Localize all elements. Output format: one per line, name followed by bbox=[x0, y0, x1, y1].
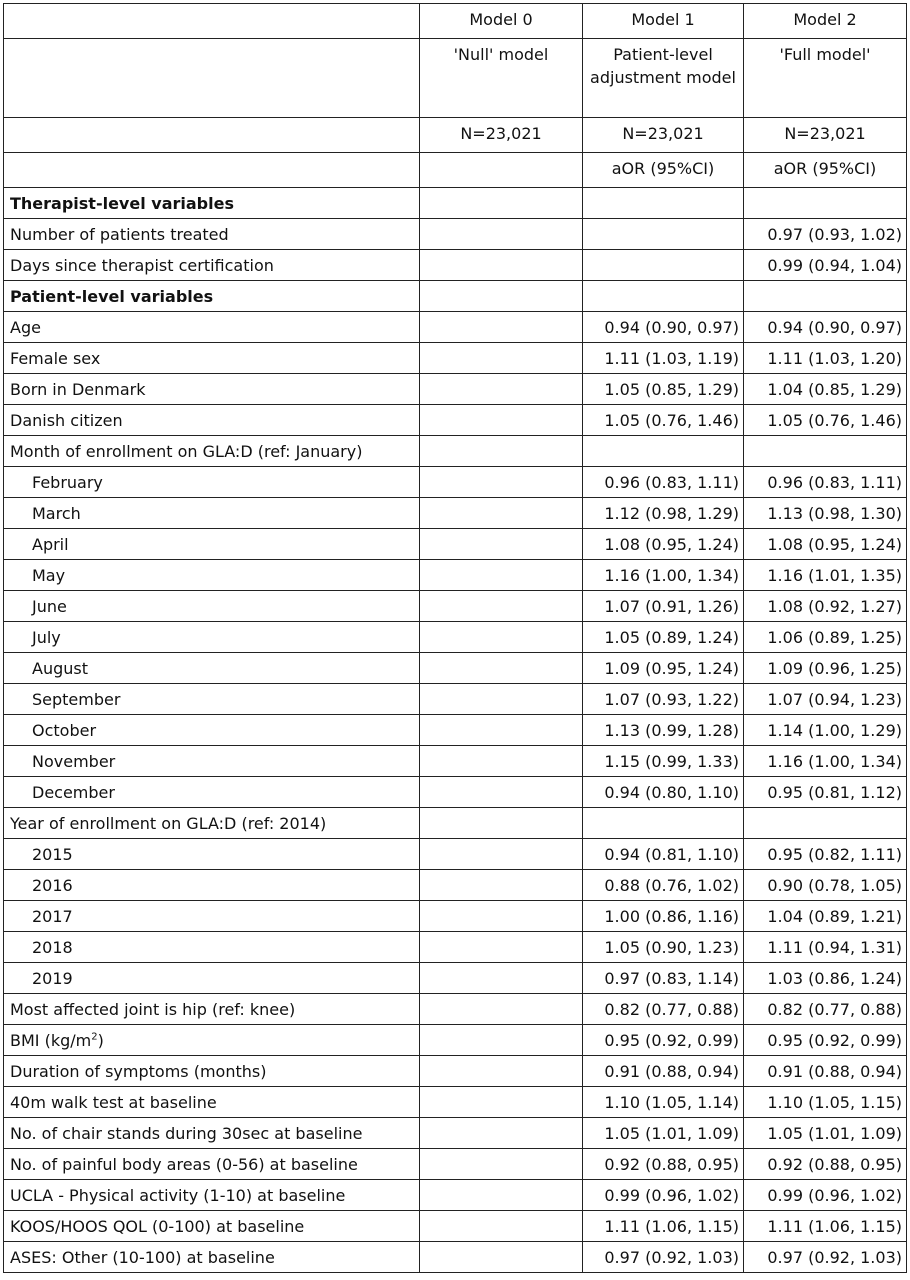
header-measure-0 bbox=[420, 153, 583, 188]
row-label-text: Days since therapist certification bbox=[10, 255, 274, 275]
header-measure-2: aOR (95%CI) bbox=[744, 153, 907, 188]
row-label-text: Patient-level variables bbox=[10, 286, 214, 306]
row-label-text: 2019 bbox=[32, 968, 73, 988]
model-1-value-cell: 1.15 (0.99, 1.33) bbox=[583, 746, 744, 777]
row-label-text: KOOS/HOOS QOL (0-100) at baseline bbox=[10, 1216, 305, 1236]
model-2-value-cell: 1.07 (0.94, 1.23) bbox=[744, 684, 907, 715]
table-row bbox=[4, 1056, 907, 1087]
model-1-value-cell: 1.16 (1.00, 1.34) bbox=[583, 560, 744, 591]
model-0-value-cell bbox=[420, 374, 583, 405]
model-0-value-cell bbox=[420, 1087, 583, 1118]
header-empty-cell bbox=[4, 118, 420, 153]
model-2-value-cell: 0.95 (0.92, 0.99) bbox=[744, 1025, 907, 1056]
header-row-models bbox=[4, 4, 907, 39]
model-2-value-cell: 0.97 (0.92, 1.03) bbox=[744, 1242, 907, 1273]
model-0-value-cell bbox=[420, 1211, 583, 1242]
row-label bbox=[4, 932, 420, 963]
row-label bbox=[4, 467, 420, 498]
model-2-value-cell: 0.82 (0.77, 0.88) bbox=[744, 994, 907, 1025]
model-1-value-cell: 1.05 (0.90, 1.23) bbox=[583, 932, 744, 963]
table-row bbox=[4, 1242, 907, 1273]
row-label-text: 2017 bbox=[32, 906, 73, 926]
model-2-value-cell: 0.99 (0.96, 1.02) bbox=[744, 1180, 907, 1211]
model-0-value-cell bbox=[420, 1180, 583, 1211]
header-empty-cell bbox=[4, 39, 420, 118]
row-label bbox=[4, 1118, 420, 1149]
model-0-value-cell bbox=[420, 1118, 583, 1149]
model-0-value-cell bbox=[420, 839, 583, 870]
model-0-value-cell bbox=[420, 1056, 583, 1087]
model-1-value-cell: 1.10 (1.05, 1.14) bbox=[583, 1087, 744, 1118]
model-0-value-cell bbox=[420, 312, 583, 343]
model-1-value-cell: 1.05 (0.89, 1.24) bbox=[583, 622, 744, 653]
model-2-value-cell: 1.05 (1.01, 1.09) bbox=[744, 1118, 907, 1149]
model-0-value-cell bbox=[420, 219, 583, 250]
model-0-value-cell bbox=[420, 405, 583, 436]
header-model-2: Model 2 bbox=[744, 4, 907, 39]
header-desc-2: 'Full model' bbox=[744, 39, 907, 118]
model-1-value-cell: 0.91 (0.88, 0.94) bbox=[583, 1056, 744, 1087]
table-row bbox=[4, 436, 907, 467]
model-1-value-cell: 0.94 (0.81, 1.10) bbox=[583, 839, 744, 870]
model-2-value-cell bbox=[744, 281, 907, 312]
row-label-text: 2018 bbox=[32, 937, 73, 957]
row-label bbox=[4, 684, 420, 715]
row-label-text: Age bbox=[10, 317, 41, 337]
model-0-value-cell bbox=[420, 1025, 583, 1056]
row-label bbox=[4, 1025, 420, 1056]
model-2-value-cell: 0.91 (0.88, 0.94) bbox=[744, 1056, 907, 1087]
model-1-value-cell: 1.11 (1.06, 1.15) bbox=[583, 1211, 744, 1242]
row-label-text: Duration of symptoms (months) bbox=[10, 1061, 267, 1081]
model-2-value-cell: 0.94 (0.90, 0.97) bbox=[744, 312, 907, 343]
model-0-value-cell bbox=[420, 467, 583, 498]
table-row bbox=[4, 684, 907, 715]
model-0-value-cell bbox=[420, 591, 583, 622]
row-label bbox=[4, 1149, 420, 1180]
row-label-text: No. of chair stands during 30sec at baseline bbox=[10, 1123, 363, 1143]
header-row-n bbox=[4, 118, 907, 153]
model-0-value-cell bbox=[420, 777, 583, 808]
model-2-value-cell: 0.96 (0.83, 1.11) bbox=[744, 467, 907, 498]
table-row bbox=[4, 839, 907, 870]
header-row-descriptions bbox=[4, 39, 907, 118]
table-row bbox=[4, 529, 907, 560]
model-1-value-cell bbox=[583, 436, 744, 467]
model-1-value-cell bbox=[583, 219, 744, 250]
table-row bbox=[4, 591, 907, 622]
model-0-value-cell bbox=[420, 498, 583, 529]
model-0-value-cell bbox=[420, 436, 583, 467]
row-label bbox=[4, 994, 420, 1025]
table-row bbox=[4, 901, 907, 932]
row-label-text: November bbox=[32, 751, 116, 771]
row-label bbox=[4, 715, 420, 746]
row-label-text: Year of enrollment on GLA:D (ref: 2014) bbox=[10, 813, 327, 833]
row-label bbox=[4, 1242, 420, 1273]
model-2-value-cell: 1.16 (1.01, 1.35) bbox=[744, 560, 907, 591]
model-1-value-cell: 1.08 (0.95, 1.24) bbox=[583, 529, 744, 560]
table-row bbox=[4, 312, 907, 343]
header-n-1: N=23,021 bbox=[583, 118, 744, 153]
model-1-value-cell: 1.13 (0.99, 1.28) bbox=[583, 715, 744, 746]
model-0-value-cell bbox=[420, 281, 583, 312]
row-label bbox=[4, 498, 420, 529]
model-0-value-cell bbox=[420, 746, 583, 777]
row-label-text: 40m walk test at baseline bbox=[10, 1092, 217, 1112]
model-0-value-cell bbox=[420, 901, 583, 932]
table-row bbox=[4, 1180, 907, 1211]
model-1-value-cell bbox=[583, 808, 744, 839]
model-2-value-cell: 1.11 (1.06, 1.15) bbox=[744, 1211, 907, 1242]
table-row bbox=[4, 932, 907, 963]
row-label bbox=[4, 436, 420, 467]
model-1-value-cell: 1.07 (0.91, 1.26) bbox=[583, 591, 744, 622]
row-label bbox=[4, 529, 420, 560]
header-n-2: N=23,021 bbox=[744, 118, 907, 153]
table-row bbox=[4, 1149, 907, 1180]
row-label bbox=[4, 808, 420, 839]
row-label bbox=[4, 1180, 420, 1211]
model-2-value-cell: 1.03 (0.86, 1.24) bbox=[744, 963, 907, 994]
row-label bbox=[4, 1056, 420, 1087]
row-label bbox=[4, 374, 420, 405]
row-label-text: No. of painful body areas (0-56) at baseline bbox=[10, 1154, 358, 1174]
row-label bbox=[4, 250, 420, 281]
table-row bbox=[4, 1087, 907, 1118]
row-label-text: Danish citizen bbox=[10, 410, 123, 430]
model-2-value-cell bbox=[744, 188, 907, 219]
row-label-text: December bbox=[32, 782, 115, 802]
table-row bbox=[4, 250, 907, 281]
row-label bbox=[4, 870, 420, 901]
model-2-value-cell: 1.04 (0.89, 1.21) bbox=[744, 901, 907, 932]
row-label bbox=[4, 1211, 420, 1242]
model-0-value-cell bbox=[420, 529, 583, 560]
table-row bbox=[4, 343, 907, 374]
row-label-text: September bbox=[32, 689, 121, 709]
model-0-value-cell bbox=[420, 188, 583, 219]
model-1-value-cell: 0.97 (0.92, 1.03) bbox=[583, 1242, 744, 1273]
model-0-value-cell bbox=[420, 932, 583, 963]
model-0-value-cell bbox=[420, 1149, 583, 1180]
model-0-value-cell bbox=[420, 1242, 583, 1273]
model-2-value-cell: 1.10 (1.05, 1.15) bbox=[744, 1087, 907, 1118]
row-label-text: June bbox=[32, 596, 67, 616]
header-empty-cell bbox=[4, 153, 420, 188]
model-1-value-cell: 0.96 (0.83, 1.11) bbox=[583, 467, 744, 498]
row-label-text: May bbox=[32, 565, 66, 585]
row-label bbox=[4, 405, 420, 436]
model-2-value-cell: 0.99 (0.94, 1.04) bbox=[744, 250, 907, 281]
row-label bbox=[4, 839, 420, 870]
row-label bbox=[4, 777, 420, 808]
model-0-value-cell bbox=[420, 653, 583, 684]
table-row bbox=[4, 808, 907, 839]
row-label-text: July bbox=[32, 627, 61, 647]
model-1-value-cell: 1.11 (1.03, 1.19) bbox=[583, 343, 744, 374]
header-row-measure bbox=[4, 153, 907, 188]
header-desc-0: 'Null' model bbox=[420, 39, 583, 118]
table-row bbox=[4, 653, 907, 684]
model-2-value-cell: 1.16 (1.00, 1.34) bbox=[744, 746, 907, 777]
model-1-value-cell: 0.95 (0.92, 0.99) bbox=[583, 1025, 744, 1056]
row-label-text: March bbox=[32, 503, 81, 523]
row-label-text: Female sex bbox=[10, 348, 101, 368]
model-1-value-cell: 0.94 (0.80, 1.10) bbox=[583, 777, 744, 808]
section-header-row bbox=[4, 188, 907, 219]
model-2-value-cell: 0.95 (0.81, 1.12) bbox=[744, 777, 907, 808]
row-label bbox=[4, 622, 420, 653]
model-2-value-cell: 1.09 (0.96, 1.25) bbox=[744, 653, 907, 684]
model-1-value-cell: 1.00 (0.86, 1.16) bbox=[583, 901, 744, 932]
table-row bbox=[4, 374, 907, 405]
model-0-value-cell bbox=[420, 808, 583, 839]
table-row bbox=[4, 219, 907, 250]
table-row bbox=[4, 994, 907, 1025]
table-row bbox=[4, 498, 907, 529]
row-label bbox=[4, 591, 420, 622]
model-2-value-cell: 1.13 (0.98, 1.30) bbox=[744, 498, 907, 529]
table-body bbox=[4, 4, 907, 1273]
table-row bbox=[4, 1118, 907, 1149]
table-row bbox=[4, 963, 907, 994]
row-label bbox=[4, 219, 420, 250]
section-header-row bbox=[4, 281, 907, 312]
model-1-value-cell bbox=[583, 188, 744, 219]
model-2-value-cell: 1.06 (0.89, 1.25) bbox=[744, 622, 907, 653]
model-1-value-cell: 1.12 (0.98, 1.29) bbox=[583, 498, 744, 529]
model-2-value-cell: 1.08 (0.92, 1.27) bbox=[744, 591, 907, 622]
model-2-value-cell: 0.92 (0.88, 0.95) bbox=[744, 1149, 907, 1180]
model-2-value-cell: 1.08 (0.95, 1.24) bbox=[744, 529, 907, 560]
model-2-value-cell: 0.95 (0.82, 1.11) bbox=[744, 839, 907, 870]
model-0-value-cell bbox=[420, 560, 583, 591]
model-2-value-cell bbox=[744, 808, 907, 839]
header-model-1: Model 1 bbox=[583, 4, 744, 39]
model-2-value-cell: 1.11 (0.94, 1.31) bbox=[744, 932, 907, 963]
row-label-text: 2016 bbox=[32, 875, 73, 895]
table-row bbox=[4, 777, 907, 808]
table-row bbox=[4, 405, 907, 436]
model-0-value-cell bbox=[420, 343, 583, 374]
row-label bbox=[4, 343, 420, 374]
table-row bbox=[4, 870, 907, 901]
model-0-value-cell bbox=[420, 715, 583, 746]
model-2-value-cell: 0.90 (0.78, 1.05) bbox=[744, 870, 907, 901]
model-1-value-cell: 0.88 (0.76, 1.02) bbox=[583, 870, 744, 901]
header-model-0: Model 0 bbox=[420, 4, 583, 39]
model-2-value-cell: 1.11 (1.03, 1.20) bbox=[744, 343, 907, 374]
row-label bbox=[4, 281, 420, 312]
model-2-value-cell: 1.04 (0.85, 1.29) bbox=[744, 374, 907, 405]
row-label bbox=[4, 312, 420, 343]
header-n-0: N=23,021 bbox=[420, 118, 583, 153]
model-0-value-cell bbox=[420, 963, 583, 994]
model-1-value-cell: 1.07 (0.93, 1.22) bbox=[583, 684, 744, 715]
row-label-text: April bbox=[32, 534, 69, 554]
table-row bbox=[4, 746, 907, 777]
row-label-text: Most affected joint is hip (ref: knee) bbox=[10, 999, 296, 1019]
model-0-value-cell bbox=[420, 994, 583, 1025]
odds-ratio-table bbox=[3, 3, 907, 1273]
row-label bbox=[4, 746, 420, 777]
model-2-value-cell: 0.97 (0.93, 1.02) bbox=[744, 219, 907, 250]
row-label-text: ASES: Other (10-100) at baseline bbox=[10, 1247, 275, 1267]
row-label bbox=[4, 653, 420, 684]
header-measure-1: aOR (95%CI) bbox=[583, 153, 744, 188]
model-1-value-cell: 1.09 (0.95, 1.24) bbox=[583, 653, 744, 684]
model-0-value-cell bbox=[420, 250, 583, 281]
row-label bbox=[4, 1087, 420, 1118]
table-row bbox=[4, 560, 907, 591]
model-0-value-cell bbox=[420, 870, 583, 901]
header-empty-cell bbox=[4, 4, 420, 39]
row-label-text: August bbox=[32, 658, 88, 678]
model-1-value-cell bbox=[583, 250, 744, 281]
row-label-text: February bbox=[32, 472, 103, 492]
model-1-value-cell: 0.94 (0.90, 0.97) bbox=[583, 312, 744, 343]
row-label-text: Month of enrollment on GLA:D (ref: January) bbox=[10, 441, 363, 461]
model-1-value-cell: 0.97 (0.83, 1.14) bbox=[583, 963, 744, 994]
row-label bbox=[4, 963, 420, 994]
row-label bbox=[4, 560, 420, 591]
model-1-value-cell bbox=[583, 281, 744, 312]
model-2-value-cell: 1.05 (0.76, 1.46) bbox=[744, 405, 907, 436]
model-2-value-cell bbox=[744, 436, 907, 467]
model-1-value-cell: 0.82 (0.77, 0.88) bbox=[583, 994, 744, 1025]
table-row bbox=[4, 1025, 907, 1056]
table-row bbox=[4, 1211, 907, 1242]
row-label-text: UCLA - Physical activity (1-10) at baseline bbox=[10, 1185, 346, 1205]
table-row bbox=[4, 622, 907, 653]
row-label-text: Number of patients treated bbox=[10, 224, 229, 244]
model-1-value-cell: 1.05 (0.85, 1.29) bbox=[583, 374, 744, 405]
row-label-text: Born in Denmark bbox=[10, 379, 146, 399]
table-row bbox=[4, 715, 907, 746]
table-row bbox=[4, 467, 907, 498]
model-0-value-cell bbox=[420, 684, 583, 715]
row-label-text: Therapist-level variables bbox=[10, 193, 234, 213]
model-2-value-cell: 1.14 (1.00, 1.29) bbox=[744, 715, 907, 746]
row-label-text: 2015 bbox=[32, 844, 73, 864]
model-1-value-cell: 0.99 (0.96, 1.02) bbox=[583, 1180, 744, 1211]
model-1-value-cell: 0.92 (0.88, 0.95) bbox=[583, 1149, 744, 1180]
model-0-value-cell bbox=[420, 622, 583, 653]
row-label-text: BMI (kg/m bbox=[10, 1030, 92, 1050]
row-label-text: October bbox=[32, 720, 97, 740]
row-label bbox=[4, 901, 420, 932]
row-label-superscript: 2 bbox=[91, 1031, 98, 1043]
header-desc-1: Patient-level adjustment model bbox=[583, 39, 744, 118]
model-1-value-cell: 1.05 (1.01, 1.09) bbox=[583, 1118, 744, 1149]
model-1-value-cell: 1.05 (0.76, 1.46) bbox=[583, 405, 744, 436]
row-label-suffix: ) bbox=[97, 1030, 104, 1050]
row-label bbox=[4, 188, 420, 219]
